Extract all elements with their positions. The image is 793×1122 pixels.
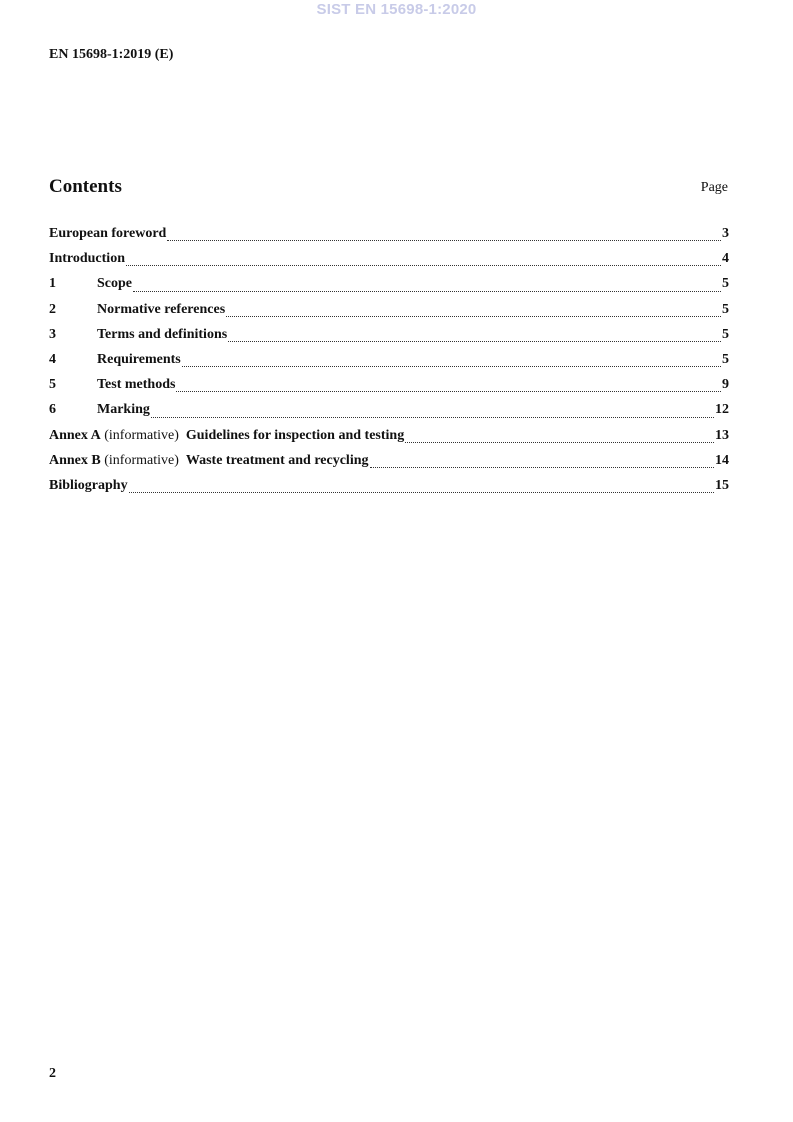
toc-entry-title bbox=[49, 249, 125, 269]
toc-entry-number: 5 bbox=[49, 377, 56, 393]
toc-entry-title bbox=[97, 325, 227, 345]
annex-label: Annex A bbox=[49, 427, 101, 443]
toc-entry-title bbox=[49, 476, 128, 496]
toc-entry-number: 3 bbox=[49, 326, 56, 342]
toc-leader-dots bbox=[405, 441, 714, 443]
toc-entry-title bbox=[97, 300, 225, 320]
toc-entry[interactable] bbox=[49, 476, 729, 501]
toc-entry-title-text: Scope bbox=[97, 276, 132, 292]
toc-entry-title-text: Bibliography bbox=[49, 477, 128, 493]
page-column-label: Page bbox=[700, 180, 728, 195]
toc-entry-title-text: Test methods bbox=[97, 377, 176, 393]
toc-leader-dots bbox=[151, 416, 714, 418]
toc-entry-page: 13 bbox=[715, 427, 729, 443]
toc-entry[interactable] bbox=[49, 249, 729, 274]
page-number: 2 bbox=[49, 1066, 56, 1081]
toc-entry-title-text: European foreword bbox=[49, 226, 167, 241]
toc-entry[interactable] bbox=[49, 300, 729, 325]
toc-entry-title-text: Waste treatment and recycling bbox=[185, 452, 369, 468]
toc-leader-dots bbox=[228, 340, 721, 342]
annex-label: Annex B bbox=[49, 452, 101, 468]
toc-leader-dots bbox=[370, 466, 715, 468]
toc-entry-page: 5 bbox=[722, 301, 729, 317]
toc-entry-title bbox=[49, 451, 369, 471]
toc-leader-dots bbox=[176, 390, 721, 392]
table-of-contents bbox=[49, 224, 729, 501]
toc-entry-number: 4 bbox=[49, 351, 56, 367]
toc-entry-title-text: Normative references bbox=[97, 301, 226, 317]
toc-entry-page: 5 bbox=[722, 351, 729, 367]
toc-entry-title bbox=[49, 426, 404, 446]
toc-entry-number: 6 bbox=[49, 402, 56, 418]
toc-entry[interactable] bbox=[49, 426, 729, 451]
toc-leader-dots bbox=[182, 365, 721, 367]
toc-entry[interactable] bbox=[49, 325, 729, 350]
toc-entry-page: 5 bbox=[722, 276, 729, 292]
toc-entry-title-text: Introduction bbox=[49, 251, 125, 267]
annex-type: (informative) bbox=[100, 452, 186, 468]
toc-entry-number: 2 bbox=[49, 301, 56, 317]
annex-type: (informative) bbox=[100, 427, 186, 443]
toc-entry-title bbox=[97, 400, 150, 420]
toc-entry[interactable] bbox=[49, 350, 729, 375]
toc-entry[interactable] bbox=[49, 224, 729, 249]
toc-leader-dots bbox=[226, 315, 721, 317]
toc-entry-page: 9 bbox=[722, 377, 729, 393]
toc-entry-title-text: Guidelines for inspection and testing bbox=[185, 427, 405, 443]
toc-entry-page: 12 bbox=[715, 402, 729, 418]
toc-entry-title-text: Requirements bbox=[97, 351, 181, 367]
toc-leader-dots bbox=[167, 239, 721, 241]
toc-entry-number: 1 bbox=[49, 276, 56, 292]
contents-heading: Contents bbox=[49, 176, 122, 197]
toc-entry[interactable] bbox=[49, 451, 729, 476]
toc-entry-title-text: Marking bbox=[97, 402, 150, 418]
toc-entry-title bbox=[97, 274, 132, 294]
toc-entry-page: 3 bbox=[722, 226, 729, 241]
toc-entry-title bbox=[49, 224, 166, 244]
toc-entry-page: 4 bbox=[722, 251, 729, 267]
toc-entry-title bbox=[97, 375, 175, 395]
toc-leader-dots bbox=[129, 491, 714, 493]
watermark: SIST EN 15698-1:2020 bbox=[316, 1, 477, 18]
toc-leader-dots bbox=[126, 264, 721, 266]
toc-entry-title bbox=[97, 350, 181, 370]
toc-leader-dots bbox=[133, 290, 721, 292]
toc-entry-page: 15 bbox=[715, 477, 729, 493]
toc-entry-page: 5 bbox=[722, 326, 729, 342]
toc-entry[interactable] bbox=[49, 400, 729, 425]
document-header: EN 15698-1:2019 (E) bbox=[49, 47, 174, 62]
toc-entry[interactable] bbox=[49, 375, 729, 400]
toc-entry-page: 14 bbox=[715, 452, 729, 468]
toc-entry[interactable] bbox=[49, 274, 729, 299]
toc-entry-title-text: Terms and definitions bbox=[97, 326, 228, 342]
